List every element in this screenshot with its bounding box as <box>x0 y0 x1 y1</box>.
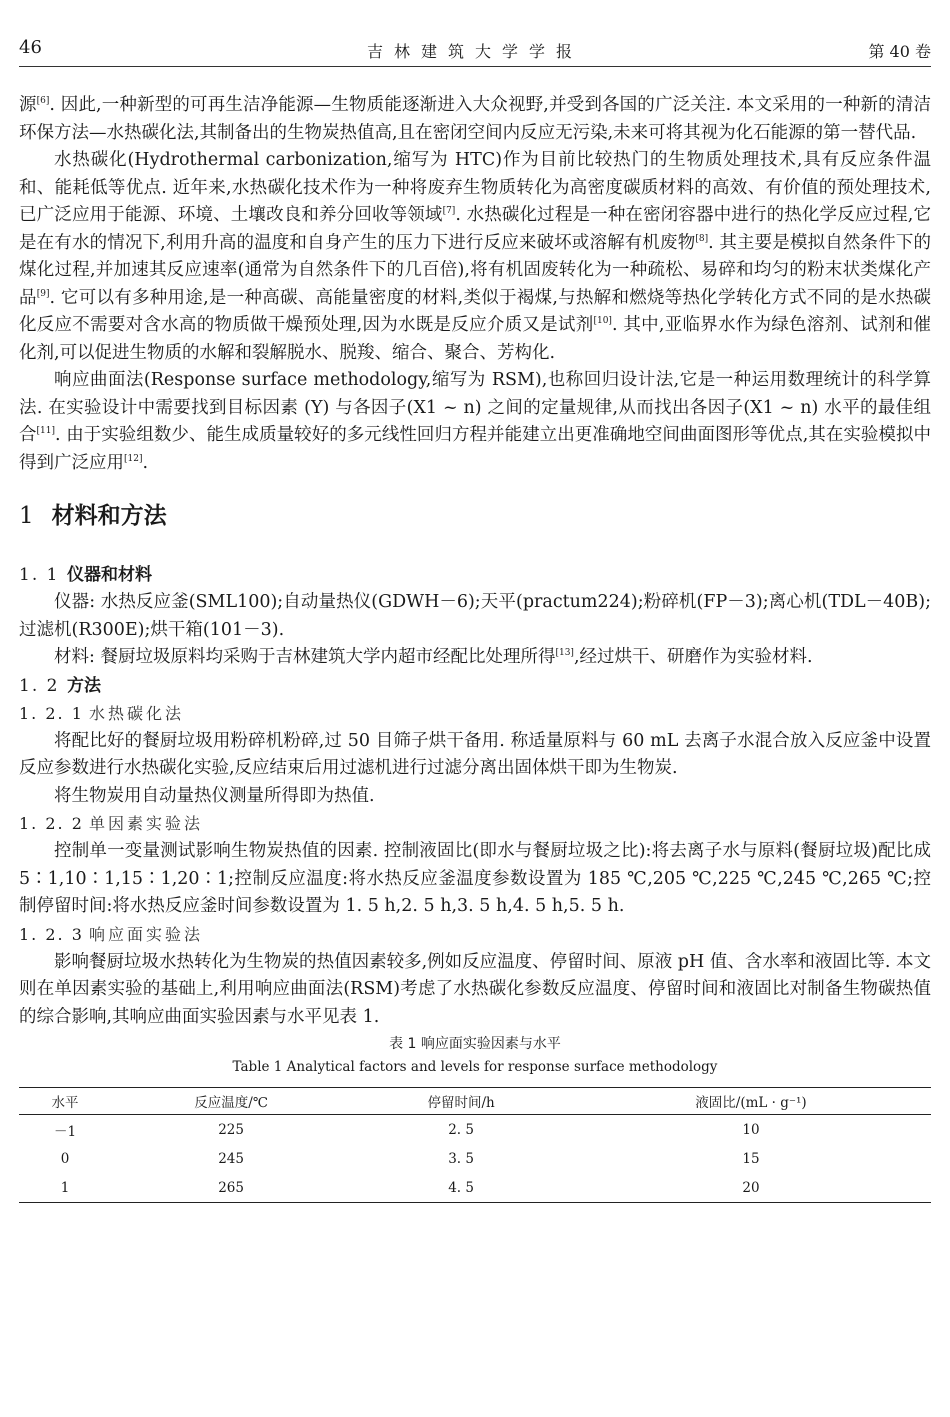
table-1-caption-zh: 表 1 响应面实验因素与水平 <box>389 1036 561 1052</box>
table-1 <box>19 1087 931 1203</box>
citation-12[interactable]: [12] <box>124 453 143 464</box>
materials-paragraph: 材料: 餐厨垃圾原料均采购于吉林建筑大学内超市经配比处理所得[13],经过烘干、研磨作为实验材料. <box>54 647 813 667</box>
article-body <box>19 92 931 1203</box>
table-row: 0 245 3. 5 15 <box>60 1150 760 1167</box>
citation-13[interactable]: [13] <box>555 648 574 658</box>
section-1-number: 1 <box>19 503 34 529</box>
col-residence-time: 停留时间/h <box>351 1088 571 1115</box>
intro-paragraph-1: 源[6]. 因此,一种新型的可再生洁净能源—生物质能逐渐进入大众视野,并受到各国的广泛关注. 本文采用的一种新的清洁环保方法—水热碳化法,其制备出的生物炭热值高,且在密闭空间内反应无污染,未来可将其视为化石能源的第一替代品. <box>19 95 932 143</box>
single-factor-paragraph: 控制单一变量测试影响生物炭热值的因素. 控制液固比(即水与餐厨垃圾之比):将去离子水与原料(餐厨垃圾)配比成 5∶1,10∶1,15∶1,20∶1;控制反应温度:将水热反应釜温度参数设置为 185 ℃,205 ℃,225 ℃,245 ℃,265 ℃;控制停留时间:将水热反应釜时间参数设置为 1. 5 h,2. 5 h,3. 5 h,4. 5 h,5. 5 h. <box>19 841 931 916</box>
section-1-1-heading: 1. 1 仪器和材料 <box>19 565 152 585</box>
citation-9[interactable]: [9] <box>36 288 50 299</box>
instruments-paragraph: 仪器: 水热反应釜(SML100);自动量热仪(GDWH－6);天平(practum224);粉碎机(FP－3);离心机(TDL－40B);过滤机(R300E);烘干箱(101－3). <box>19 592 931 640</box>
table-1-caption-en: Table 1 Analytical factors and levels for response surface methodology <box>232 1059 718 1075</box>
citation-8[interactable]: [8] <box>695 233 709 244</box>
col-level: 水平 <box>19 1088 111 1115</box>
journal-title: 吉林建筑大学学报 <box>366 42 583 61</box>
section-1-title: 材料和方法 <box>51 503 167 529</box>
section-1-2-heading: 1. 2 方法 <box>19 675 101 696</box>
col-liquid-solid-ratio: 液固比/(mL · g⁻¹) <box>571 1088 931 1115</box>
table-row: 1 265 4. 5 20 <box>19 1173 931 1203</box>
running-header <box>19 37 931 65</box>
intro-paragraph-2: 水热碳化(Hydrothermal carbonization,缩写为 HTC)作为目前比较热门的生物质处理技术,具有反应条件温和、能耗低等优点. 近年来,水热碳化技术作为一种将废弃生物质转化为高密度碳质材料的高效、有价值的预处理技术,已广泛应用于能源、环境、土壤改良和养分回收等领域[7]. 水热碳化过程是一种在密闭容器中进行的热化学反应过程,它是在有水的情况下,利用升高的温度和自身产生的压力下进行反应来破坏或溶解有机废物[8]. 其主要是模拟自然条件下的煤化过程,并加速其反应速率(通常为自然条件下的几百倍),将有机固废转化为一种疏松、易碎和均匀的粉末状类煤化产品[9]. 它可以有多种用途,是一种高碳、高能量密度的材料,类似于褐煤,与热解和燃烧等热化学转化方式不同的是水热碳化反应不需要对含水高的物质做干燥预处理,因为水既是反应介质又是试剂[10]. 其中,亚临界水作为绿色溶剂、试剂和催化剂,可以促进生物质的水解和裂解脱水、脱羧、缩合、聚合、芳构化. <box>19 150 932 363</box>
col-temperature: 反应温度/℃ <box>111 1088 351 1115</box>
citation-7[interactable]: [7] <box>442 206 456 216</box>
citation-10[interactable]: [10] <box>593 316 612 326</box>
intro-paragraph-3: 响应曲面法(Response surface methodology,缩写为 RSM),也称回归设计法,它是一种运用数理统计的科学算法. 在实验设计中需要找到目标因素 (Y) 与各因子(X1 ~ n) 之间的定量规律,从而找出各因子(X1 ~ n) 水平的最佳组合[11]. 由于实验组数少、能生成质量较好的多元线性回归方程并能建立出更准确地空间曲面图形等优点,其在实验模拟中得到广泛应用[12]. <box>19 370 932 473</box>
htc-method-paragraph: 将配比好的餐厨垃圾用粉碎机粉碎,过 50 目筛子烘干备用. 称适量原料与 60 mL 去离子水混合放入反应釜中设置反应参数进行水热碳化实验,反应结束后用过滤机进行过滤分离出固体烘干即为生物炭. <box>19 730 931 778</box>
section-1-2-1-heading: 1. 2. 1 水热碳化法 <box>19 703 185 723</box>
calorific-paragraph: 将生物炭用自动量热仪测量所得即为热值. <box>54 785 375 806</box>
table-header-row <box>19 1088 931 1115</box>
header-rule <box>19 66 931 67</box>
rsm-paragraph: 影响餐厨垃圾水热转化为生物炭的热值因素较多,例如反应温度、停留时间、原液 pH 值、含水率和液固比等. 本文则在单因素实验的基础上,利用响应曲面法(RSM)考虑了水热碳化参数反应温度、停留时间和液固比对制备生物碳热值的综合影响,其响应曲面实验因素与水平见表 1. <box>19 951 931 1027</box>
section-1-heading <box>19 501 931 531</box>
volume-label: 第 40 卷 <box>868 42 931 61</box>
citation-11[interactable]: [11] <box>36 426 56 436</box>
table-row: －1 225 2. 5 10 <box>53 1121 760 1140</box>
section-1-2-3-heading: 1. 2. 3 响应面实验法 <box>19 924 204 944</box>
page-number: 46 <box>19 37 42 58</box>
section-1-2-2-heading: 1. 2. 2 单因素实验法 <box>19 814 204 833</box>
citation-6[interactable]: [6] <box>36 96 50 106</box>
